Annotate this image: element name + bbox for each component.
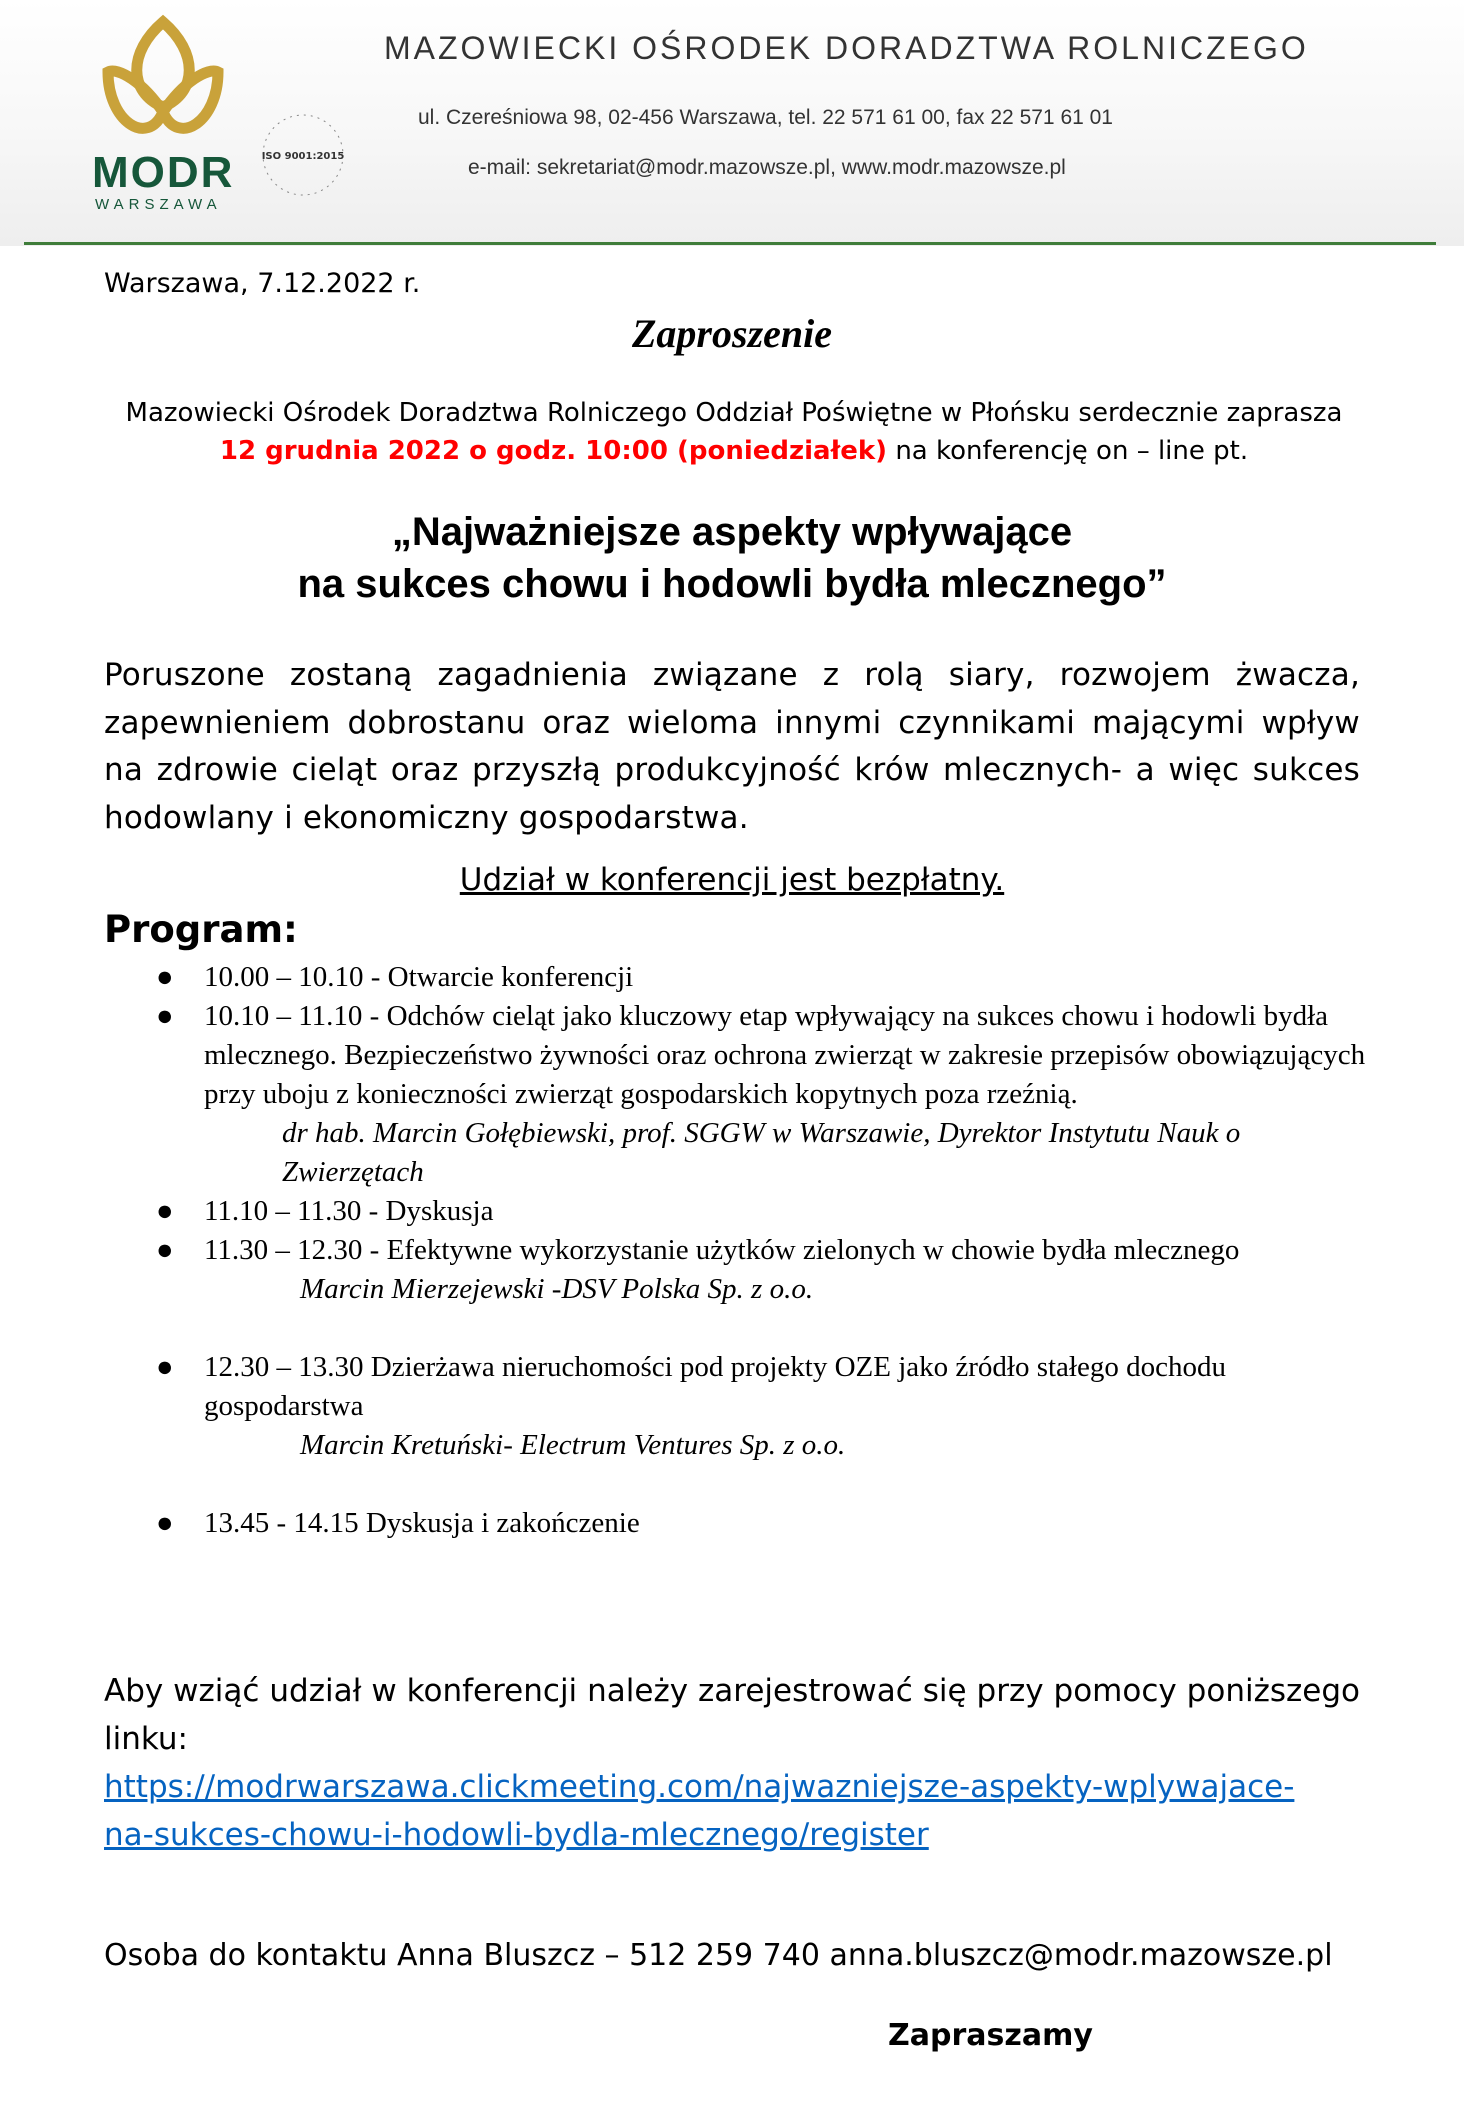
registration-instructions: Aby wziąć udział w konferencji należy zarejestrować się przy pomocy poniższego linku: <box>104 1673 1360 1757</box>
letter-date: Warszawa, 7.12.2022 r. <box>104 268 421 299</box>
registration-link-line2[interactable]: na-sukces-chowu-i-hodowli-bydla-mlecznego/register <box>104 1816 929 1853</box>
program-item-text: 11.10 – 11.30 - Dyskusja <box>204 1195 494 1227</box>
svg-text:ISO 9001:2015: ISO 9001:2015 <box>261 151 345 162</box>
program-speaker: Marcin Kretuński- Electrum Ventures Sp. z o.o. <box>300 1429 846 1461</box>
program-item <box>104 997 1374 1192</box>
program-item <box>104 1192 1374 1231</box>
intro-line: Mazowiecki Ośrodek Doradztwa Rolniczego Oddział Poświętne w Płońsku serdecznie zaprasza <box>125 398 1343 428</box>
header-divider <box>24 242 1436 245</box>
letterhead <box>0 0 1464 246</box>
free-participation-note: Udział w konferencji jest bezpłatny. <box>459 862 1005 898</box>
bullet-icon: ● <box>156 1234 174 1266</box>
bullet-icon: ● <box>156 1000 174 1032</box>
registration-link-line1[interactable]: https://modrwarszawa.clickmeeting.com/najwazniejsze-aspekty-wplywajace- <box>104 1769 1295 1805</box>
bullet-icon: ● <box>156 1507 174 1539</box>
bullet-icon: ● <box>156 1351 174 1383</box>
organization-name: MAZOWIECKI OŚRODEK DORADZTWA ROLNICZEGO <box>384 30 1309 66</box>
program-item <box>104 1231 1374 1309</box>
iso-certificate-seal-icon <box>258 110 348 200</box>
logo-wordmark: MODR <box>92 148 235 197</box>
program-item-text: 10.00 – 10.10 - Otwarcie konferencji <box>204 961 634 993</box>
organization-email: e-mail: sekretariat@modr.mazowsze.pl, www.modr.mazowsze.pl <box>468 156 1066 179</box>
program-speaker: Marcin Mierzejewski -DSV Polska Sp. z o.o. <box>300 1273 814 1305</box>
program-item-text: 13.45 - 14.15 Dyskusja i zakończenie <box>204 1507 640 1539</box>
organization-address: ul. Czereśniowa 98, 02-456 Warszawa, tel. 22 571 61 00, fax 22 571 61 01 <box>418 106 1113 129</box>
logo-subtitle: WARSZAWA <box>95 196 222 213</box>
program-list <box>104 958 1374 1543</box>
event-date-highlight: 12 grudnia 2022 o godz. 10:00 (poniedziałek) <box>219 436 888 466</box>
closing-signoff: Zapraszamy <box>888 2018 1093 2053</box>
intro-date-line <box>104 436 1364 466</box>
program-item <box>104 1348 1374 1465</box>
conference-title-line1: „Najważniejsze aspekty wpływające <box>391 510 1073 554</box>
program-item <box>104 958 1374 997</box>
modr-knot-logo-icon <box>88 12 238 162</box>
program-heading: Program: <box>104 908 298 951</box>
program-item <box>104 1504 1374 1543</box>
contact-info: Osoba do kontaktu Anna Bluszcz – 512 259 740 anna.bluszcz@modr.mazowsze.pl <box>104 1938 1333 1973</box>
program-item-text: 11.30 – 12.30 - Efektywne wykorzystanie użytków zielonych w chowie bydła mlecznego <box>204 1234 1240 1266</box>
program-speaker: dr hab. Marcin Gołębiewski, prof. SGGW w Warszawie, Dyrektor Instytutu Nauk o Zwierzętach <box>282 1117 1241 1188</box>
bullet-icon: ● <box>156 1195 174 1227</box>
letter-title: Zaproszenie <box>632 311 832 356</box>
bullet-icon: ● <box>156 961 174 993</box>
registration-link[interactable] <box>104 1764 1404 1859</box>
program-item-text: 10.10 – 11.10 - Odchów cieląt jako kluczowy etap wpływający na sukces chowu i hodowli bydła mlecznego. Bezpieczeństwo żywności oraz ochrona zwierząt w zakresie przepisów obowiązujących przy uboju z konieczności zwierząt gospodarskich kopytnych poza rzeźnią. <box>204 1000 1366 1110</box>
intro-rest: na konferencję on – line pt. <box>887 436 1249 466</box>
conference-title-line2: na sukces chowu i hodowli bydła mlecznego” <box>297 562 1167 606</box>
program-item-text: 12.30 – 13.30 Dzierżawa nieruchomości pod projekty OZE jako źródło stałego dochodu gospodarstwa <box>204 1351 1226 1422</box>
conference-description: Poruszone zostaną zagadnienia związane z rolą siary, rozwojem żwacza, zapewnieniem dobrostanu oraz wieloma innymi czynnikami mającymi wpływ na zdrowie cieląt oraz przyszłą produkcyjność krów mlecznych- a więc sukces hodowlany i ekonomiczny gospodarstwa. <box>104 657 1360 836</box>
